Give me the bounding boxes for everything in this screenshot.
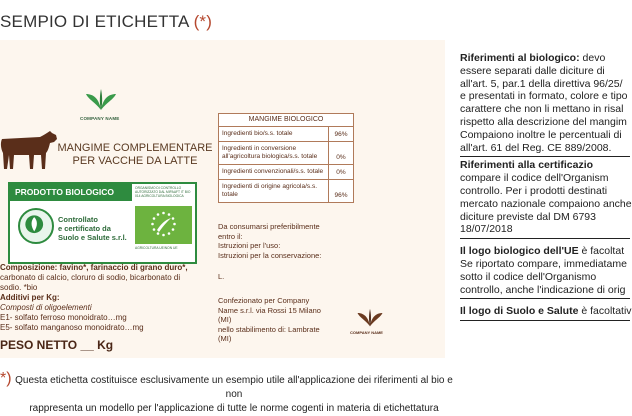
note-3-line-1: è facoltat [578, 245, 625, 258]
explanatory-notes [460, 52, 630, 323]
suolo-e-salute-logo-icon [18, 208, 54, 244]
note-3-line-2: Se riportato compare, immediatame [460, 257, 627, 270]
footnote-text [14, 374, 454, 416]
title-asterisk: (*) [193, 12, 213, 31]
organic-product-banner: PRODOTTO BIOLOGICO [10, 184, 132, 201]
note-2-heading: Riferimenti alla certificazio [460, 159, 594, 172]
feed-type-line-1: MANGIME COMPLEMENTARE [57, 142, 213, 154]
note-2-line-6: 18/07/2018 [460, 223, 513, 236]
footnote-line-2: rappresenta un modello per l'applicazione di tutte le norme cogenti in materia di etichettatura [29, 403, 439, 414]
page-title [0, 12, 212, 32]
table-cell-label: Ingredienti convenzionali/s.s. totale [222, 168, 324, 175]
company-name-bottom: COMPANY NAME [350, 330, 383, 335]
producer-line-1: Confezionato per Company [218, 296, 310, 305]
composition-line-3: sodio. *bio [0, 283, 38, 292]
additives-header: Additivi per Kg: [0, 293, 60, 302]
certified-line-1: Controllato [58, 215, 98, 224]
producer-info [218, 296, 353, 344]
table-cell-value: 96% [328, 127, 353, 141]
note-organic-references [460, 52, 630, 157]
table-row [219, 180, 353, 202]
table-cell-label: Ingredienti di origine agricola/s.s. totale [222, 183, 318, 198]
note-1-line-5: carattere che non li mettano in risal [460, 103, 624, 116]
note-1-line-3: all'art. 5, par.1 della direttiva 96/25/ [460, 77, 623, 90]
title-text: SEMPIO DI ETICHETTA [0, 12, 189, 31]
additive-2: E5- solfato manganoso monoidrato…mg [0, 323, 144, 332]
composition-line-1: Composizione: favino*, farinaccio di grano duro*, [0, 263, 188, 272]
composition-line-2: carbonato di calcio, cloruro di sodio, bicarbonato di [0, 273, 181, 282]
note-4-heading: Il logo di Suolo e Salute [460, 305, 579, 318]
feed-type-line-2: PER VACCHE DA LATTE [72, 155, 198, 167]
producer-line-3: (MI) [218, 315, 232, 324]
organic-feed-table [218, 113, 354, 203]
note-1-line-1: devo [579, 52, 606, 64]
best-before-line-2: entro il: [218, 231, 243, 241]
note-4-line-1: è facoltativ [578, 305, 632, 318]
table-header: MANGIME BIOLOGICO [219, 114, 353, 127]
company-name-top: COMPANY NAME [80, 116, 120, 121]
note-2-line-5: diciture previste dal DM 6793 [460, 210, 596, 223]
note-3-line-4: controllo, anche l'indicazione di orig [460, 283, 626, 296]
note-1-heading: Riferimenti al biologico: [460, 52, 580, 64]
eu-organic-logo-icon [135, 206, 192, 244]
trace-elements-header: Composti di oligoelementi [0, 303, 92, 312]
certified-by-text [58, 215, 133, 242]
producer-line-5: (MI) [218, 334, 232, 343]
leaf-logo-icon [85, 88, 117, 112]
composition-block [0, 263, 215, 333]
note-3-line-3: sotto il codice dell'Organismo [460, 270, 597, 283]
note-2-line-2: compare il codice dell'Organism [460, 172, 609, 185]
additive-1: E1- solfato ferroso monoidrato…mg [0, 313, 127, 322]
certified-line-3: Suolo e Salute s.r.l. [58, 233, 127, 242]
table-cell-label: Ingredienti bio/s.s. totale [222, 130, 293, 137]
note-1-line-2: essere separati dalle diciture di [460, 64, 605, 77]
table-row [219, 142, 353, 165]
note-1-line-4: e presentati in formato, colore e tipo [460, 90, 628, 103]
usage-instructions: Istruzioni per l'uso: [218, 241, 281, 250]
footnote-asterisk: *) [0, 370, 12, 387]
note-2-line-4: mercato nazionale compaiono anche [460, 197, 632, 210]
table-row [219, 127, 353, 142]
certified-line-2: e certificato da [58, 224, 111, 233]
net-weight: PESO NETTO __ Kg [0, 338, 114, 352]
table-cell-label: Ingredienti in conversione all'agricoltura biologica/s.s. totale [222, 145, 318, 160]
note-3-heading: Il logo biologico dell'UE [460, 245, 579, 258]
table-cell-value: 0% [328, 165, 353, 179]
note-suolo-e-salute-logo [460, 305, 630, 321]
producer-line-2: Name s.r.l. via Rossi 15 Milano [218, 305, 321, 315]
footnote-line-1: Questa etichetta costituisce esclusivamente un esempio utile all'applicazione dei riferimenti al bio e non [15, 375, 453, 400]
table-cell-value: 96% [328, 180, 353, 202]
leaf-logo-icon [356, 308, 384, 328]
control-body-small-text: ORGANISMO DI CONTROLLO AUTORIZZATO DAL MIPAAFT IT BIO 014 AGRICOLTURA BIOLOGICA [135, 186, 191, 198]
note-1-line-7: Compaiono inoltre le percentuali di [460, 128, 622, 141]
table-row [219, 165, 353, 180]
cow-icon [0, 129, 58, 171]
eu-origin-text: AGRICOLTURA UE/NON UE [135, 246, 178, 250]
note-1-line-6: rispetto alla descrizione del mangim [460, 115, 627, 128]
note-certification-references [460, 159, 630, 239]
note-1-line-8: all'art. 61 del Reg. CE 889/2008. [460, 141, 612, 154]
table-cell-value: 0% [328, 142, 353, 164]
note-eu-logo [460, 245, 630, 299]
best-before-line-1: Da consumarsi preferibilmente [218, 222, 320, 231]
feed-type-heading [55, 142, 215, 168]
organic-certification-box [8, 182, 197, 264]
storage-instructions: Istruzioni per la conservazione: [218, 250, 322, 260]
lot-number: L. [218, 272, 225, 281]
note-2-line-3: controllo. Per i prodotti destinati [460, 184, 608, 197]
producer-line-4: nello stabilimento di: Lambrate [218, 324, 320, 334]
consumption-instructions [218, 222, 358, 282]
